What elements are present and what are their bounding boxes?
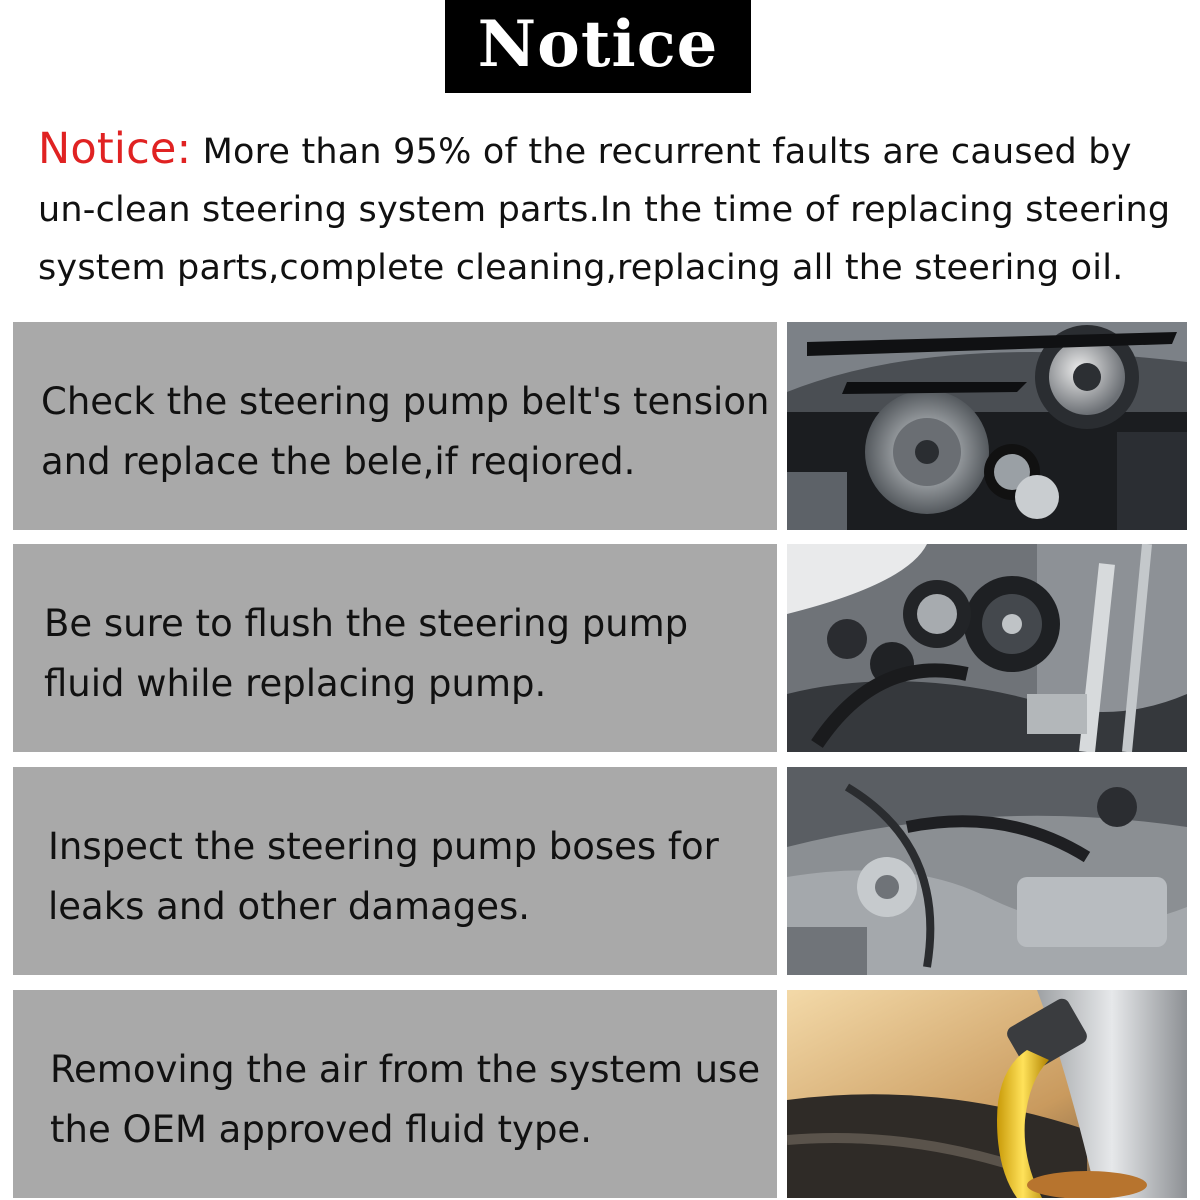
notice-body: More than 95% of the recurrent faults are caused by un-clean steering system parts.In the time of replacing steering system parts,complete cleaning,replacing all the steering oil. (38, 132, 1171, 288)
tip-row-2 (13, 544, 1187, 752)
tip-text-3: Inspect the steering pump boses for leaks and other damages. (48, 825, 719, 928)
engine-bay-photo (787, 544, 1187, 752)
oil-pouring-photo (787, 990, 1187, 1198)
tip-panel-1 (13, 322, 777, 530)
page-title: Notice (477, 7, 719, 82)
tip-panel-4 (13, 990, 777, 1198)
tip-text-2: Be sure to flush the steering pump fluid while replacing pump. (44, 602, 689, 705)
tip-row-1 (13, 322, 1187, 530)
tip-row-4 (13, 990, 1187, 1198)
tip-panel-3 (13, 767, 777, 975)
engine-hoses-photo (787, 767, 1187, 975)
notice-lead: Notice: (38, 124, 192, 174)
notice-title-banner (445, 0, 751, 93)
tip-panel-2 (13, 544, 777, 752)
tip-text-1: Check the steering pump belt's tension and replace the bele,if reqiored. (41, 380, 770, 483)
engine-belt-photo (787, 322, 1187, 530)
tip-row-3 (13, 767, 1187, 975)
tip-text-4: Removing the air from the system use the OEM approved fluid type. (50, 1048, 761, 1151)
notice-paragraph (38, 120, 1178, 297)
